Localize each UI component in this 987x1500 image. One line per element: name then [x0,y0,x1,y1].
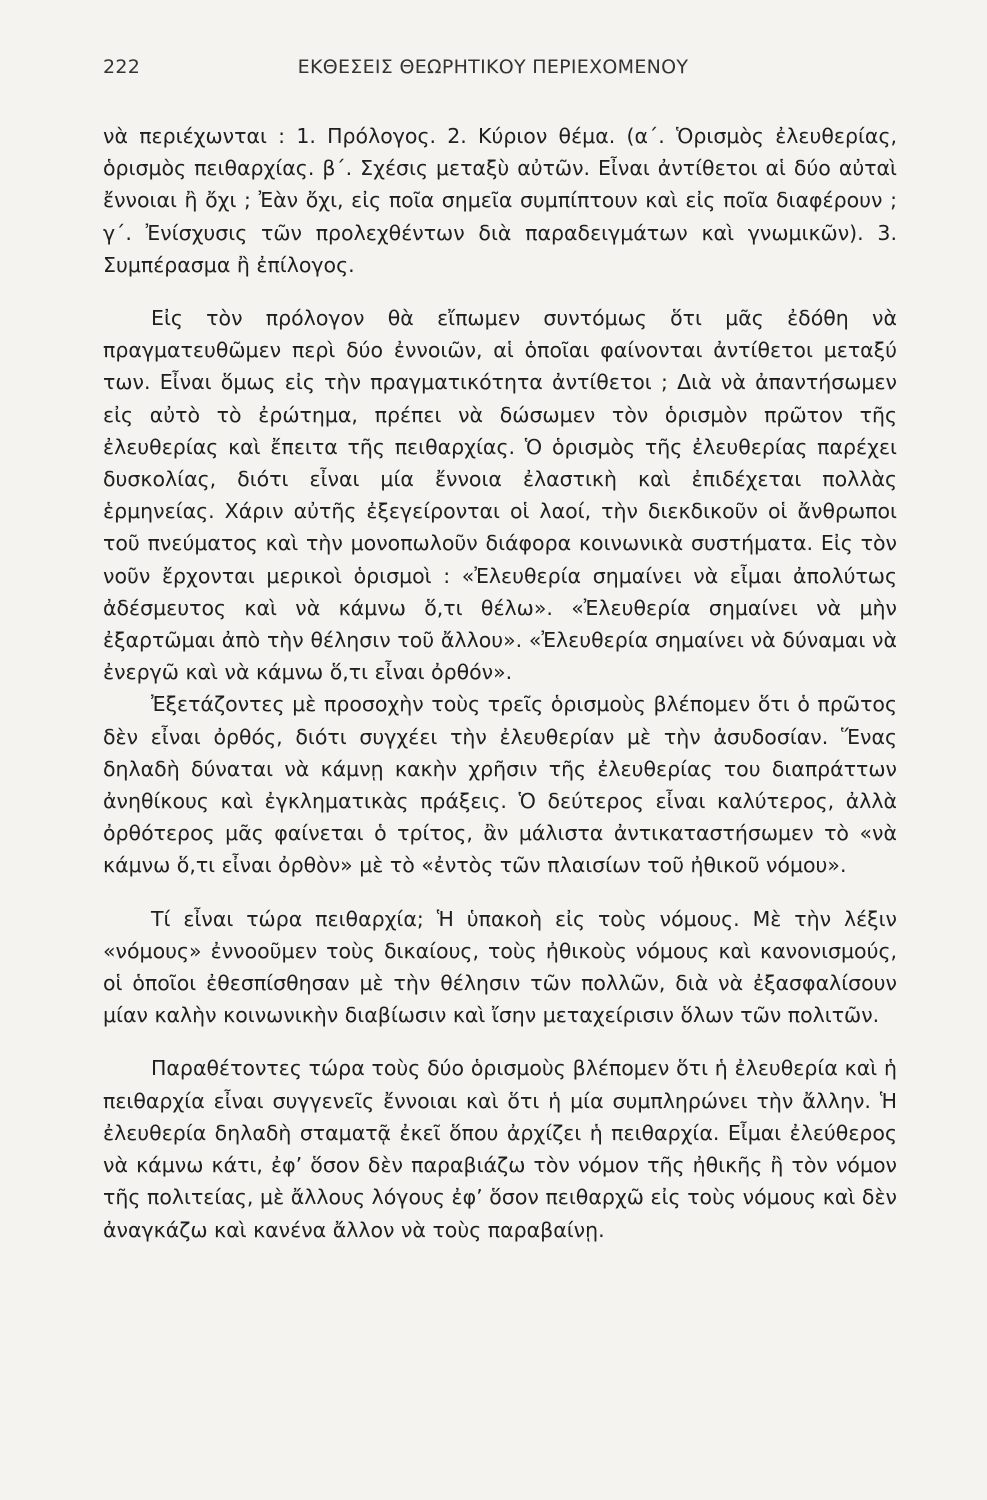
paragraph-discipline: Τί εἶναι τώρα πειθαρχία; Ἡ ὑπακοὴ εἰς τοὺς νόμους. Μὲ τὴν λέξιν «νόμους» ἐννοοῦμεν τοὺς δικαίους, τοὺς ἠθικοὺς νόμους καὶ κανονισμούς, οἱ ὁποῖοι ἐθεσπίσθησαν μὲ τὴν θέλησιν τῶν πολλῶν, διὰ νὰ ἐξασφαλίσουν μίαν καλὴν κοινωνικὴν διαβίωσιν καὶ ἴσην μεταχείρισιν ὅλων τῶν πολιτῶν. [103,906,897,1028]
paragraph-outline: νὰ περιέχωνται : 1. Πρόλογος. 2. Κύριον θέμα. (α΄. Ὁρισμὸς ἐλευθερίας, ὁρισμὸς πειθαρχίας. β΄. Σχέσις μεταξὺ αὐτῶν. Εἶναι ἀντίθετοι αἱ δύο αὐταὶ ἔννοιαι ἢ ὄχι ; Ἐὰν ὄχι, εἰς ποῖα σημεῖα συμπίπτουν καὶ εἰς ποῖα διαφέρουν ; γ΄. Ἐνίσχυσις τῶν προλεχθέντων διὰ παραδειγμάτων καὶ γνωμικῶν). 3. Συμπέρασμα ἢ ἐπίλογος. [103,124,897,277]
paragraph-prologue: Εἰς τὸν πρόλογον θὰ εἴπωμεν συντόμως ὅτι μᾶς ἐδόθη νὰ πραγματευθῶμεν περὶ δύο ἐννοιῶν, αἱ ὁποῖαι φαίνονται ἀντίθετοι μεταξύ των. Εἶναι ὅμως εἰς τὴν πραγματικότητα ἀντίθετοι ; Διὰ νὰ ἀπαντήσωμεν εἰς αὐτὸ τὸ ἐρώτημα, πρέπει νὰ δώσωμεν τὸν ὁρισμὸν πρῶτον τῆς ἐλευθερίας καὶ ἔπειτα τῆς πειθαρχίας. Ὁ ὁρισμὸς τῆς ἐλευθερίας παρέχει δυσκολίας, διότι εἶναι μία ἔννοια ἐλαστικὴ καὶ ἐπιδέχεται πολλὰς ἑρμηνείας. Χάριν αὐτῆς ἐξεγείρονται οἱ λαοί, τὴν διεκδικοῦν οἱ ἄνθρωποι τοῦ πνεύματος καὶ τὴν μονοπωλοῦν διάφορα κοινωνικὰ συστήματα. Εἰς τὸν νοῦν ἔρχονται μερικοὶ ὁρισμοὶ : «Ἐλευθερία σημαίνει νὰ εἶμαι ἀπολύτως ἀδέσμευτος καὶ νὰ κάμνω ὅ,τι θέλω». «Ἐλευθερία σημαίνει νὰ μὴν ἐξαρτῶμαι ἀπὸ τὴν θέλησιν τοῦ ἄλλου». «Ἐλευθερία σημαίνει νὰ δύναμαι νὰ ἐνεργῶ καὶ νὰ κάμνω ὅ,τι εἶναι ὀρθόν». [103,306,897,685]
page-number: 222 [103,56,141,78]
running-head: ΕΚΘΕΣΕΙΣ ΘΕΩΡΗΤΙΚΟΥ ΠΕΡΙΕΧΟΜΕΝΟΥ [297,56,689,78]
paragraph-conclusion: Παραθέτοντες τώρα τοὺς δύο ὁρισμοὺς βλέπομεν ὅτι ἡ ἐλευθερία καὶ ἡ πειθαρχία εἶναι συγγενεῖς ἔννοιαι καὶ ὅτι ἡ μία συμπληρώνει τὴν ἄλλην. Ἡ ἐλευθερία δηλαδὴ σταματᾷ ἐκεῖ ὅπου ἀρχίζει ἡ πειθαρχία. Εἶμαι ἐλεύθερος νὰ κάμνω κάτι, ἐφ’ ὅσον δὲν παραβιάζω τὸν νόμον τῆς ἠθικῆς ἢ τὸν νόμον τῆς πολιτείας, μὲ ἄλλους λόγους ἐφ’ ὅσον πειθαρχῶ εἰς τοὺς νόμους καὶ δὲν ἀναγκάζω καὶ κανένα ἄλλον νὰ τοὺς παραβαίνῃ. [103,1056,897,1242]
body-text [103,120,897,1246]
page-header [103,56,883,86]
paragraph-definitions: Ἐξετάζοντες μὲ προσοχὴν τοὺς τρεῖς ὁρισμοὺς βλέπομεν ὅτι ὁ πρῶτος δὲν εἶναι ὀρθός, διότι συγχέει τὴν ἐλευθερίαν μὲ τὴν ἀσυδοσίαν. Ἕνας δηλαδὴ δύναται νὰ κάμνῃ κακὴν χρῆσιν τῆς ἐλευθερίας του διαπράττων ἀνηθίκους καὶ ἐγκληματικὰς πράξεις. Ὁ δεύτερος εἶναι καλύτερος, ἀλλὰ ὀρθότερος μᾶς φαίνεται ὁ τρίτος, ἂν μάλιστα ἀντικαταστήσωμεν τὸ «νὰ κάμνω ὅ,τι εἶναι ὀρθὸν» μὲ τὸ «ἐντὸς τῶν πλαισίων τοῦ ἠθικοῦ νόμου». [103,692,897,878]
